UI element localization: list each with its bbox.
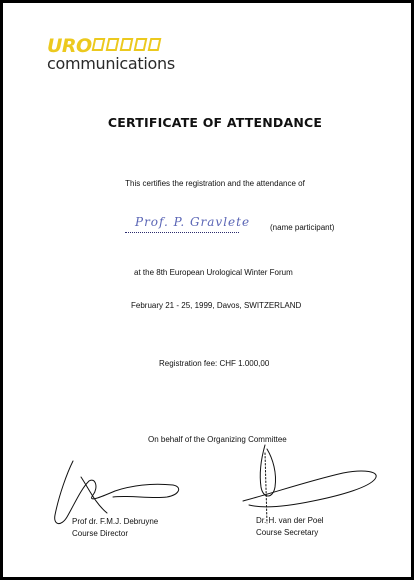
on-behalf-text: On behalf of the Organizing Committee <box>148 435 287 444</box>
signatory-2-role: Course Secretary <box>256 528 319 537</box>
registration-fee-text: Registration fee: CHF 1.000,00 <box>159 359 270 368</box>
logo-word: URO <box>47 35 92 57</box>
event-text: at the 8th European Urological Winter Forum <box>134 268 293 277</box>
signatory-1 <box>72 516 158 540</box>
dates-location-text: February 21 - 25, 1999, Davos, SWITZERLAND <box>131 301 302 310</box>
signatory-1-name: Prof dr. F.M.J. Debruyne <box>72 517 159 526</box>
signatures-graphic <box>3 3 411 577</box>
name-participant-label: (name participant) <box>270 223 335 232</box>
certificate-title: CERTIFICATE OF ATTENDANCE <box>107 115 323 130</box>
signatory-1-role: Course Director <box>72 529 129 538</box>
signatory-2 <box>256 515 324 539</box>
signatory-2-name: Dr. H. van der Poel <box>256 516 324 525</box>
certificate-page <box>3 3 411 577</box>
logo-subtitle: communications <box>47 54 175 73</box>
participant-name-handwritten: Prof. P. Gravlete <box>135 215 251 229</box>
intro-text: This certifies the registration and the attendance of <box>125 179 305 188</box>
